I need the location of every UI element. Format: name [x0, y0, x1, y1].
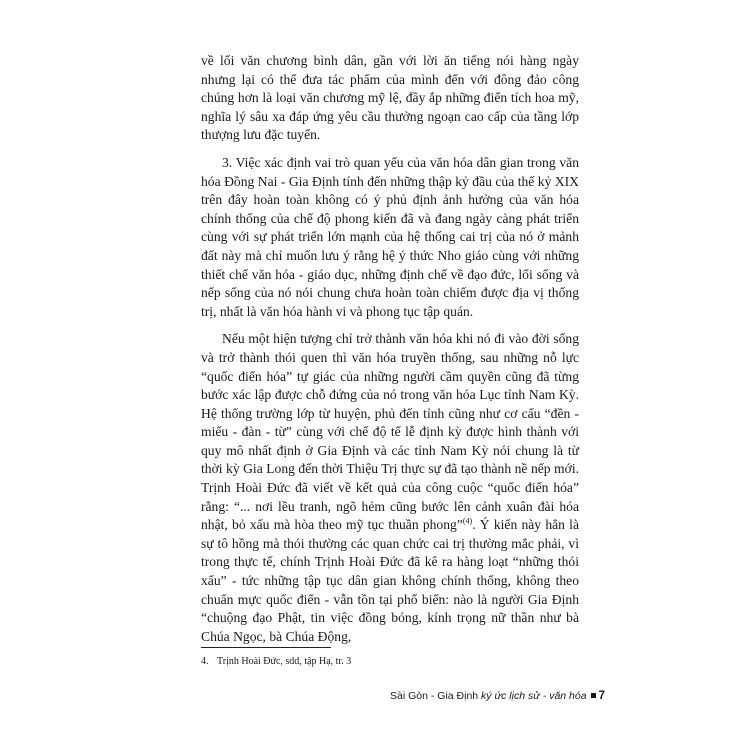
paragraph-1: về lối văn chương bình dân, gần với lời ăn tiếng nói hàng ngày nhưng lại có thể đưa tác phẩm của mình đến với đông đảo công chúng hơn là loại văn chương mỹ lệ, đầy ắp những điển tích hoa mỹ, nghĩa lý sâu xa đáp ứng yêu cầu thưởng ngoạn cao cấp của tầng lớp thượng lưu đặc tuyển.	[201, 53, 579, 143]
square-bullet-icon	[591, 693, 596, 698]
footnote	[201, 655, 579, 668]
footnote-ref-mark[interactable]: (4)	[462, 516, 473, 526]
footer-book-title: Sài Gòn - Gia Định	[390, 690, 479, 702]
footnote-number: 4.	[201, 656, 209, 667]
footer-subtitle: ký ức lịch sử - văn hóa	[481, 690, 587, 702]
paragraph-3-continuation: . Ý kiến này hẳn là sự tô hồng mà thói thường các quan chức cai trị thường mắc phải, vì trong thực tế, chính Trịnh Hoài Đức đã kê ra hàng loạt “những thói xấu” - tức những tập tục dân gian không chính thống, không theo chuẩn mực quốc điển - vẫn tồn tại phổ biến: nào là người Gia Định “chuộng đạo Phật, tin việc đồng bóng, kính trọng nữ thần như bà Chúa Ngọc, bà Chúa Động,	[201, 517, 579, 644]
paragraph-3	[201, 330, 579, 646]
body-text	[201, 52, 579, 646]
paragraph-2: 3. Việc xác định vai trò quan yếu của văn hóa dân gian trong văn hóa Đồng Nai - Gia Định tính đến những thập kỷ đầu của thế kỷ XIX trên đây hoàn toàn không có ý phủ định ảnh hưởng của văn hóa chính thống của chế độ phong kiến đã và đang ngày càng phát triển cùng với sự phát triển lớn mạnh của hệ thống cai trị của nó ở mảnh đất này mà chỉ muốn lưu ý rằng hệ ý thức Nho giáo cùng với những thiết chế văn hóa - giáo dục, những định chế về đạo đức, lối sống và nếp sống của nó nói chung chưa hoàn toàn chiếm được địa vị thống trị, nhất là văn hóa hành vi và phong tục tập quán.	[201, 154, 579, 319]
running-footer	[390, 690, 605, 702]
page-number: 7	[598, 690, 605, 702]
footnote-text: Trịnh Hoài Đức, sdd, tập Hạ, tr. 3	[217, 656, 352, 667]
paragraph-3-text: Nếu một hiện tượng chỉ trở thành văn hóa khi nó đi vào đời sống và trở thành thói quen thì văn hóa truyền thống, sau những nỗ lực “quốc điển hóa” tự giác của những người cầm quyền cũng đã từng bước xác lập được chỗ đứng của nó trong văn hóa Lục tỉnh Nam Kỳ. Hệ thống trường lớp từ huyện, phủ đến tỉnh cũng như cơ cấu “đền - miếu - đàn - từ” cùng với chế độ tế lễ định kỳ được hình thành với quy mô nhất định ở Gia Định và các tỉnh Nam Kỳ nói chung là từ thời kỳ Gia Long đến thời Thiệu Trị thực sự đã tạo thành nề nếp mới. Trịnh Hoài Đức đã viết về kết quả của công cuộc “quốc điển hóa” rằng: “... nơi lều tranh, ngõ hẻm cũng bước lên cảnh xuân đài hóa nhật, bỏ xấu mà hòa theo mỹ tục thuần phong”	[201, 331, 579, 533]
footnote-divider	[201, 647, 331, 648]
